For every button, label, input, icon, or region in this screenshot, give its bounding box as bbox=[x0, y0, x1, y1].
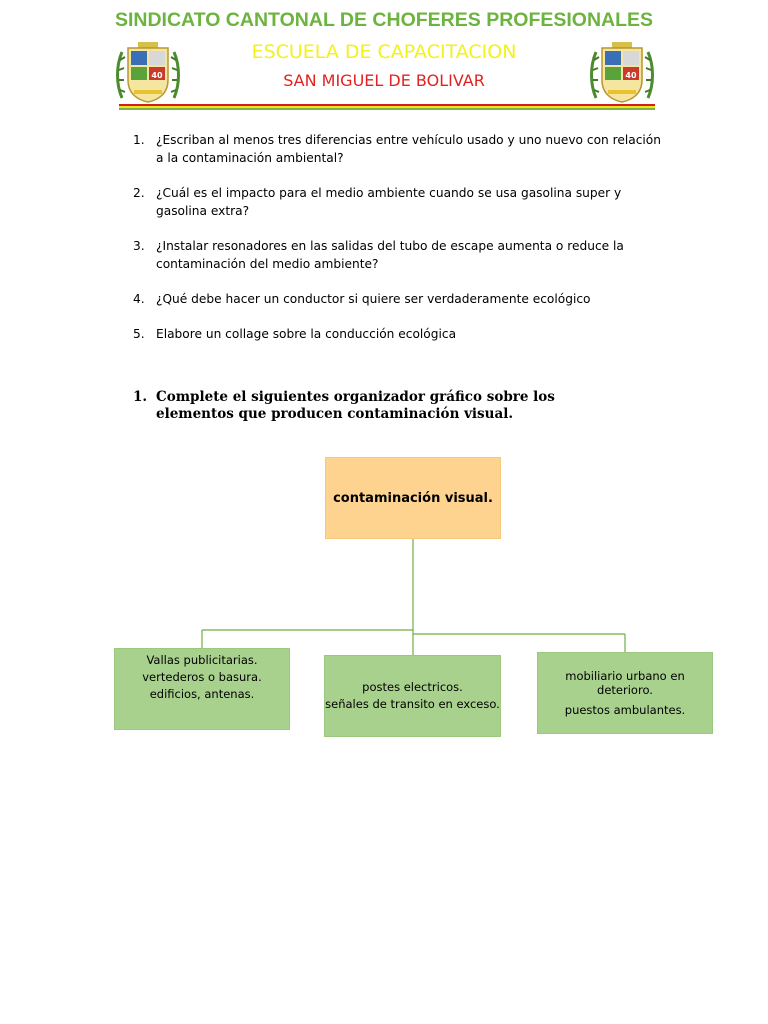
question-number: 3. bbox=[133, 239, 145, 253]
question-number: 2. bbox=[133, 186, 145, 200]
header-location: SAN MIGUEL DE BOLIVAR bbox=[283, 71, 485, 90]
question-number: 1. bbox=[133, 133, 145, 147]
question-number: 5. bbox=[133, 327, 145, 341]
question-text: ¿Cuál es el impacto para el medio ambiente cuando se usa gasolina super y gasolina extra? bbox=[156, 186, 622, 218]
organizer-root-label: contaminación visual. bbox=[333, 490, 493, 506]
instruction-text: Complete el siguientes organizador gráfico sobre los elementos que producen contaminación visual. bbox=[156, 389, 555, 422]
question-text: Elabore un collage sobre la conducción ecológica bbox=[156, 327, 457, 341]
question-text: ¿Escriban al menos tres diferencias entre vehículo usado y uno nuevo con relación a la contaminación ambiental? bbox=[156, 133, 661, 165]
question-text: ¿Instalar resonadores en las salidas del tubo de escape aumenta o reduce la contaminación del medio ambiente? bbox=[156, 239, 624, 271]
instruction-number: 1. bbox=[133, 389, 148, 405]
organizer-root-box bbox=[325, 457, 501, 539]
svg-text:40: 40 bbox=[151, 71, 163, 80]
leaf-line: señales de transito en exceso. bbox=[325, 697, 500, 711]
organizer-leaf-box bbox=[537, 652, 713, 734]
leaf-line: puestos ambulantes. bbox=[564, 703, 686, 717]
leaf-line: deterioro. bbox=[597, 683, 653, 697]
question-number: 4. bbox=[133, 292, 145, 306]
header-title: SINDICATO CANTONAL DE CHOFERES PROFESIONALES bbox=[114, 9, 654, 31]
leaf-line: mobiliario urbano en bbox=[565, 669, 685, 683]
leaf-line: edificios, antenas. bbox=[149, 687, 255, 701]
organizer-leaf-box bbox=[114, 648, 290, 730]
leaf-line: postes electricos. bbox=[362, 680, 463, 694]
organizer-leaf-box bbox=[324, 655, 501, 737]
leaf-line: Vallas publicitarias. bbox=[146, 653, 258, 667]
leaf-line: vertederos o basura. bbox=[142, 670, 262, 684]
header-subtitle: ESCUELA DE CAPACITACION bbox=[251, 41, 517, 63]
question-text: ¿Qué debe hacer un conductor si quiere ser verdaderamente ecológico bbox=[156, 292, 591, 306]
svg-text:40: 40 bbox=[625, 71, 637, 80]
